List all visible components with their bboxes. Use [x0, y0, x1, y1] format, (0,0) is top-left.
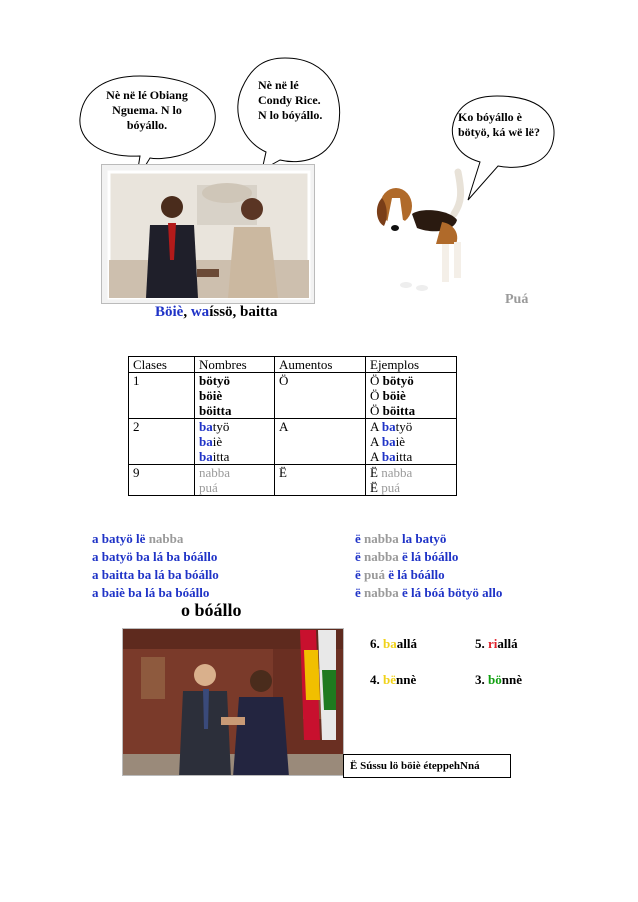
- table-row: [129, 465, 457, 496]
- table-cell-nombres: [195, 419, 275, 465]
- caption-part-waisso-rest: íssö: [209, 304, 233, 320]
- dog-image: [362, 162, 498, 302]
- photo-caption-box: Ë Sússu lö böiè éteppehNná: [343, 754, 511, 778]
- table-row: [129, 373, 457, 419]
- table-cell-nombres: [195, 373, 275, 419]
- caption-part-boie: Böiè: [155, 304, 184, 320]
- example: Ë nabba: [370, 465, 413, 480]
- table-cell-aumento: Ö: [275, 373, 366, 419]
- flags: [296, 630, 338, 750]
- example: A batyö: [370, 419, 413, 434]
- dog-label: Puá: [505, 292, 529, 307]
- table-header: Ejemplos: [366, 357, 457, 373]
- table-cell-aumento: A: [275, 419, 366, 465]
- sentence-line: ë nabba la batyö: [355, 531, 447, 546]
- right-sentences: [355, 530, 502, 602]
- noun: nabba: [199, 465, 231, 480]
- verb-4: 4. bënnè: [370, 672, 417, 687]
- table-cell-clase: 9: [129, 465, 195, 496]
- right-bubble-text: Ko bóyállo è bötyö, ká wë lë?: [458, 110, 540, 139]
- example: Ö böitta: [370, 403, 416, 418]
- caption-top: [155, 304, 278, 321]
- table-header: Nombres: [195, 357, 275, 373]
- photo-obiang-rice: [101, 164, 315, 304]
- photo-obiang-rice-illustration: [102, 165, 315, 304]
- caption-part-baitta: , baitta: [232, 304, 278, 320]
- sentence-line: ë nabba ë lá bóá bötyö allo: [355, 585, 503, 600]
- verb-3: 3. bönnè: [475, 672, 522, 687]
- verb-6: 6. baallá: [370, 636, 417, 651]
- example: A baiè: [370, 434, 406, 449]
- table-row: [129, 419, 457, 465]
- table-cell-clase: 1: [129, 373, 195, 419]
- noun: baitta: [199, 449, 230, 464]
- table-cell-ejemplos: [366, 465, 457, 496]
- flags-illustration: [296, 630, 338, 750]
- example: Ö bötyö: [370, 373, 414, 388]
- left-bubble-text: Nè në lé Obiang Nguema. N lo bóyállo.: [106, 88, 188, 132]
- table-cell-clase: 2: [129, 419, 195, 465]
- sentence-line: ë nabba ë lá bóállo: [355, 549, 459, 564]
- sentence-line: a baitta ba lá ba bóállo: [92, 567, 219, 582]
- sentence-line: a batyö lë nabba: [92, 531, 184, 546]
- noun-class-table: [128, 356, 457, 496]
- sentence-line: a baiè ba lá ba bóállo: [92, 585, 210, 600]
- noun: böitta: [199, 403, 232, 418]
- beagle-illustration: [362, 162, 498, 302]
- noun: bötyö: [199, 373, 231, 388]
- example: Ö böiè: [370, 388, 406, 403]
- noun: puá: [199, 480, 218, 495]
- sentence-line: a batyö ba lá ba bóállo: [92, 549, 218, 564]
- table-header-row: [129, 357, 457, 373]
- table-cell-aumento: Ë: [275, 465, 366, 496]
- example: Ë puá: [370, 480, 400, 495]
- example: A baitta: [370, 449, 413, 464]
- sentence-line: ë puá ë lá bóállo: [355, 567, 445, 582]
- middle-bubble-text: Nè në lé Condy Rice. N lo bóyállo.: [258, 78, 323, 122]
- noun: batyö: [199, 419, 230, 434]
- left-sentences: [92, 530, 219, 602]
- noun: baiè: [199, 434, 223, 449]
- verb-5: 5. riallá: [475, 636, 518, 651]
- table-header: Aumentos: [275, 357, 366, 373]
- caption-part-waisso-prefix: wa: [190, 304, 210, 320]
- table-cell-ejemplos: [366, 419, 457, 465]
- heading-boallo: o bóállo: [181, 600, 242, 620]
- caption-sep: ,: [183, 304, 191, 320]
- table-header: Clases: [129, 357, 195, 373]
- table-cell-ejemplos: [366, 373, 457, 419]
- table-cell-nombres: [195, 465, 275, 496]
- noun: böiè: [199, 388, 223, 403]
